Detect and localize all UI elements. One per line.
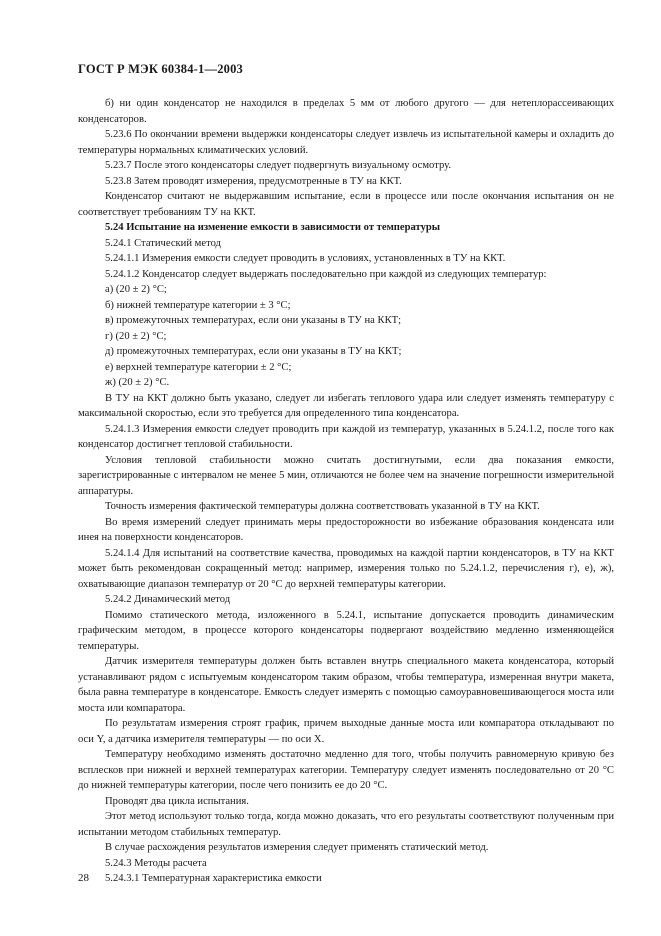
page-number: 28: [78, 872, 89, 884]
paragraph: Условия тепловой стабильности можно считать достигнутыми, если два показания емкости, зарегистрированные с интервалом не менее 5 мин, отличаются не более чем на значение погрешности измерительной аппаратуры.: [78, 454, 614, 497]
paragraph: 5.24.3 Методы расчета: [105, 857, 207, 869]
paragraph: 5.24.1.3 Измерения емкости следует проводить при каждой из температур, указанных в 5.24.1.2, после того как конденсатор достигнет тепловой стабильности.: [78, 423, 614, 450]
paragraph: 5.24.1.2 Конденсатор следует выдержать последовательно при каждой из следующих температур:: [105, 268, 547, 280]
paragraph: Точность измерения фактической температуры должна соответствовать указанной в ТУ на ККТ.: [105, 501, 540, 512]
paragraph: В случае расхождения результатов измерения следует применять статический метод.: [105, 842, 489, 853]
paragraph: Температуру необходимо изменять достаточно медленно для того, чтобы получить равномерную кривую без всплесков при нижней и верхней температурах категории. Температуру следует изменять последовательно от 20 °С до нижней температуры категории, после чего понизить ее до 20 °С.: [78, 749, 614, 791]
section-heading: 5.24 Испытание на изменение емкости в зависимости от температуры: [105, 222, 441, 233]
paragraph: 5.24.2 Динамический метод: [105, 594, 231, 605]
paragraph: Во время измерений следует принимать меры предосторожности во избежание образования конденсата или инея на поверхности конденсаторов.: [78, 516, 614, 543]
paragraph: В ТУ на ККТ должно быть указано, следует ли избегать теплового удара или следует изменять температуру с максимальной скоростью, если это требуется для определенного типа конденсатора.: [78, 392, 614, 419]
paragraph: Проводят два цикла испытания.: [105, 795, 249, 807]
list-item: ж) (20 ± 2) °С.: [105, 377, 170, 388]
list-item: в) промежуточных температурах, если они указаны в ТУ на ККТ;: [105, 315, 402, 326]
paragraph: б) ни один конденсатор не находился в пределах 5 мм от любого другого — для нетеплорассеивающих конденсаторов.: [78, 98, 614, 125]
paragraph: 5.23.7 После этого конденсаторы следует подвергнуть визуальному осмотру.: [105, 160, 452, 171]
list-item: а) (20 ± 2) °С;: [105, 284, 167, 295]
paragraph: 5.23.8 Затем проводят измерения, предусмотренные в ТУ на ККТ.: [105, 175, 402, 187]
list-item: е) верхней температуре категории ± 2 °С;: [105, 361, 292, 373]
document-header: ГОСТ Р МЭК 60384-1—2003: [78, 62, 243, 76]
paragraph: Этот метод используют только тогда, когда можно доказать, что его результаты соответствуют полученным при испытании методом стабильных температур.: [78, 811, 614, 838]
paragraph: Помимо статического метода, изложенного в 5.24.1, испытание допускается проводить динамическим графическим методом, в процессе которого конденсаторы подвергают воздействию медленно изменяющейся температуры.: [78, 609, 614, 652]
paragraph: 5.24.1.1 Измерения емкости следует проводить в условиях, установленных в ТУ на ККТ.: [105, 253, 506, 264]
paragraph: 5.24.1.4 Для испытаний на соответствие качества, проводимых на каждой партии конденсаторов, в ТУ на ККТ может быть рекомендован сокращенный метод: например, измерения только по 5.24.1.2, перечисления г), е), ж), охватывающие диапазон температур от 20 °С до верхней температуры категории.: [78, 547, 614, 590]
paragraph: По результатам измерения строят график, причем выходные данные моста или компаратора откладывают по оси Y, а датчика измерителя температуры — по оси X.: [78, 718, 614, 745]
list-item: д) промежуточных температурах, если они указаны в ТУ на ККТ;: [105, 346, 402, 357]
paragraph: 5.24.3.1 Температурная характеристика емкости: [105, 873, 322, 884]
document-body: [78, 96, 614, 887]
paragraph: 5.23.6 По окончании времени выдержки конденсаторы следует извлечь из испытательной камеры и охладить до температуры нормальных климатических условий.: [78, 129, 614, 156]
list-item: б) нижней температуре категории ± 3 °С;: [105, 299, 291, 311]
list-item: г) (20 ± 2) °С;: [105, 330, 167, 342]
paragraph: Конденсатор считают не выдержавшим испытание, если в процессе или после окончания испытания он не соответствует требованиям ТУ на ККТ.: [78, 191, 614, 218]
paragraph: Датчик измерителя температуры должен быть вставлен внутрь специального макета конденсатора, который устанавливают рядом с испытуемым конденсатором таким образом, чтобы температура, измеренная внутри макета, была равна температуре в конденсаторе. Емкость следует измерять с помощью самоуравновешивающегося моста или моста или компаратора.: [78, 656, 614, 714]
paragraph: 5.24.1 Статический метод: [105, 237, 221, 249]
